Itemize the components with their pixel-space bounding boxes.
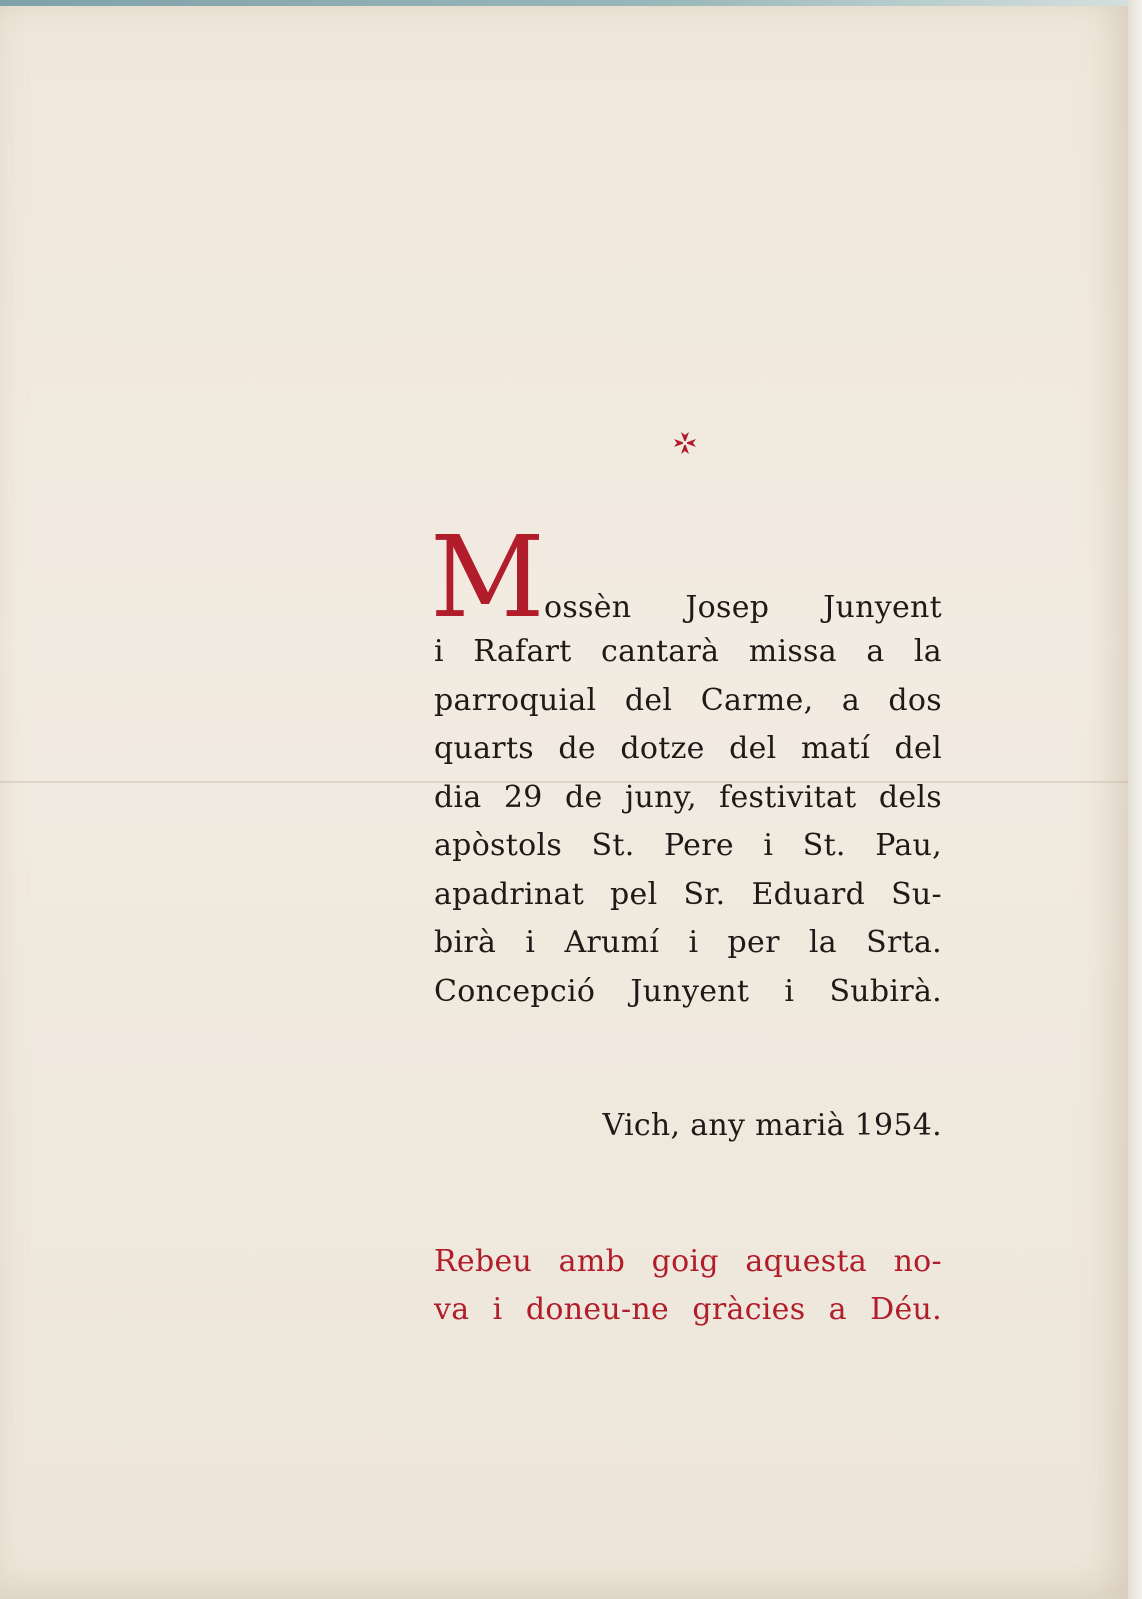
closing-line: Rebeu amb goig aquesta no- (434, 1244, 942, 1279)
text-line: dia 29 de juny, festivitat dels (434, 779, 942, 815)
closing-line: va i doneu-ne gràcies a Déu. (434, 1292, 942, 1327)
text-line: birà i Arumí i per la Srta. (434, 925, 942, 960)
closing-text (434, 1238, 942, 1334)
invitation-text (430, 513, 942, 1016)
text-line: i Rafart cantarà missa a la (434, 634, 942, 669)
text-line: quarts de dotze del matí del (434, 731, 942, 766)
place-date: Vich, any marià 1954. (602, 1108, 942, 1143)
dropcap: M (430, 513, 545, 643)
first-line-text: ossèn Josep Junyent (544, 590, 942, 625)
maltese-cross-icon (672, 430, 698, 456)
text-line: apòstols St. Pere i St. Pau, (434, 828, 942, 863)
text-line: parroquial del Carme, a dos (434, 682, 942, 718)
text-line: Concepció Junyent i Subirà. (434, 973, 942, 1009)
text-line: apadrinat pel Sr. Eduard Su- (434, 876, 942, 912)
first-line (430, 513, 942, 643)
paper-right-edge (1128, 0, 1142, 1599)
